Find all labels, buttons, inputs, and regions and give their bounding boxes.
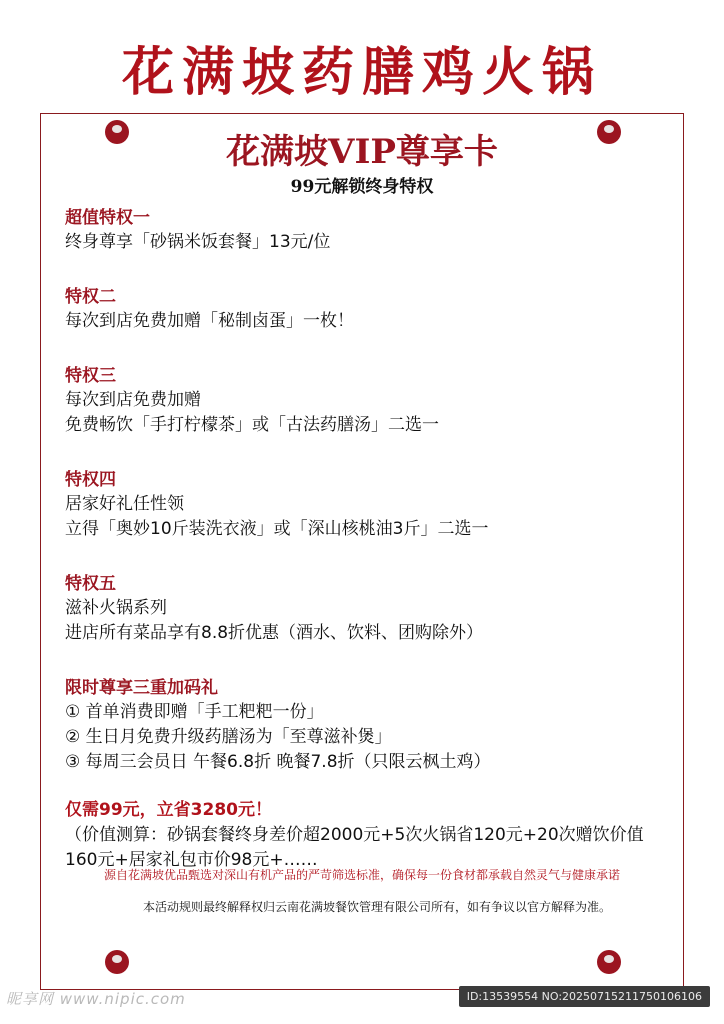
brand-title: 花满坡药膳鸡火锅 bbox=[121, 42, 602, 103]
privilege-section bbox=[65, 364, 665, 438]
privilege-title: 特权三 bbox=[65, 366, 116, 386]
rules-note: 本活动规则最终解释权归云南花满坡餐饮管理有限公司所有，如有争议以官方解释为准。 bbox=[142, 900, 611, 914]
privilege-line: 滋补火锅系列 bbox=[65, 598, 167, 618]
privilege-list bbox=[65, 206, 665, 873]
pin-bottom-right-icon bbox=[597, 950, 621, 974]
privilege-title: 特权二 bbox=[65, 287, 116, 307]
watermark-logo: 昵享网 www.nipic.com bbox=[6, 990, 186, 1008]
privilege-line: 每次到店免费加赠 bbox=[65, 390, 201, 410]
privilege-line: 终身尊享「砂锅米饭套餐」13元/位 bbox=[65, 232, 331, 252]
offer-block bbox=[65, 797, 665, 873]
privilege-section bbox=[65, 468, 665, 542]
bonus-section bbox=[65, 676, 665, 775]
privilege-section bbox=[65, 572, 665, 646]
privilege-section bbox=[65, 285, 665, 334]
bonus-title: 限时尊享三重加码礼 bbox=[65, 678, 218, 698]
card-subtitle: 99元解锁终身特权 bbox=[290, 177, 434, 197]
privilege-line: 居家好礼任性领 bbox=[65, 494, 184, 514]
privilege-line: 免费畅饮「手打柠檬茶」或「古法药膳汤」二选一 bbox=[65, 415, 439, 435]
vip-card bbox=[40, 113, 684, 990]
privilege-line: 每次到店免费加赠「秘制卤蛋」一枚！ bbox=[65, 311, 354, 331]
privilege-title: 超值特权一 bbox=[65, 208, 150, 228]
watermark-id: ID:13539554 NO:20250715211750106106 bbox=[459, 986, 710, 1007]
card-title: 花满坡VIP尊享卡 bbox=[226, 132, 498, 172]
privilege-section bbox=[65, 206, 665, 255]
bonus-line: ③ 每周三会员日 午餐6.8折 晚餐7.8折（只限云枫土鸡） bbox=[65, 752, 491, 772]
offer-value-text: （价值测算：砂锅套餐终身差价超2000元+5次火锅省120元+20次赠饮价值160元+居家礼包市价98元+…… bbox=[65, 825, 644, 870]
pin-bottom-left-icon bbox=[105, 950, 129, 974]
privilege-line: 立得「奥妙10斤装洗衣液」或「深山核桃油3斤」二选一 bbox=[65, 519, 489, 539]
privilege-title: 特权五 bbox=[65, 574, 116, 594]
offer-headline: 仅需99元，立省3280元！ bbox=[65, 800, 272, 820]
privilege-title: 特权四 bbox=[65, 470, 116, 490]
privilege-line: 进店所有菜品享有8.8折优惠（酒水、饮料、团购除外） bbox=[65, 623, 484, 643]
quality-note: 源自花满坡优品甄选对深山有机产品的严苛筛选标准，确保每一份食材都承载自然灵气与健康承诺 bbox=[103, 868, 620, 882]
bonus-line: ① 首单消费即赠「手工粑粑一份」 bbox=[65, 702, 324, 722]
bonus-line: ② 生日月免费升级药膳汤为「至尊滋补煲」 bbox=[65, 727, 392, 747]
